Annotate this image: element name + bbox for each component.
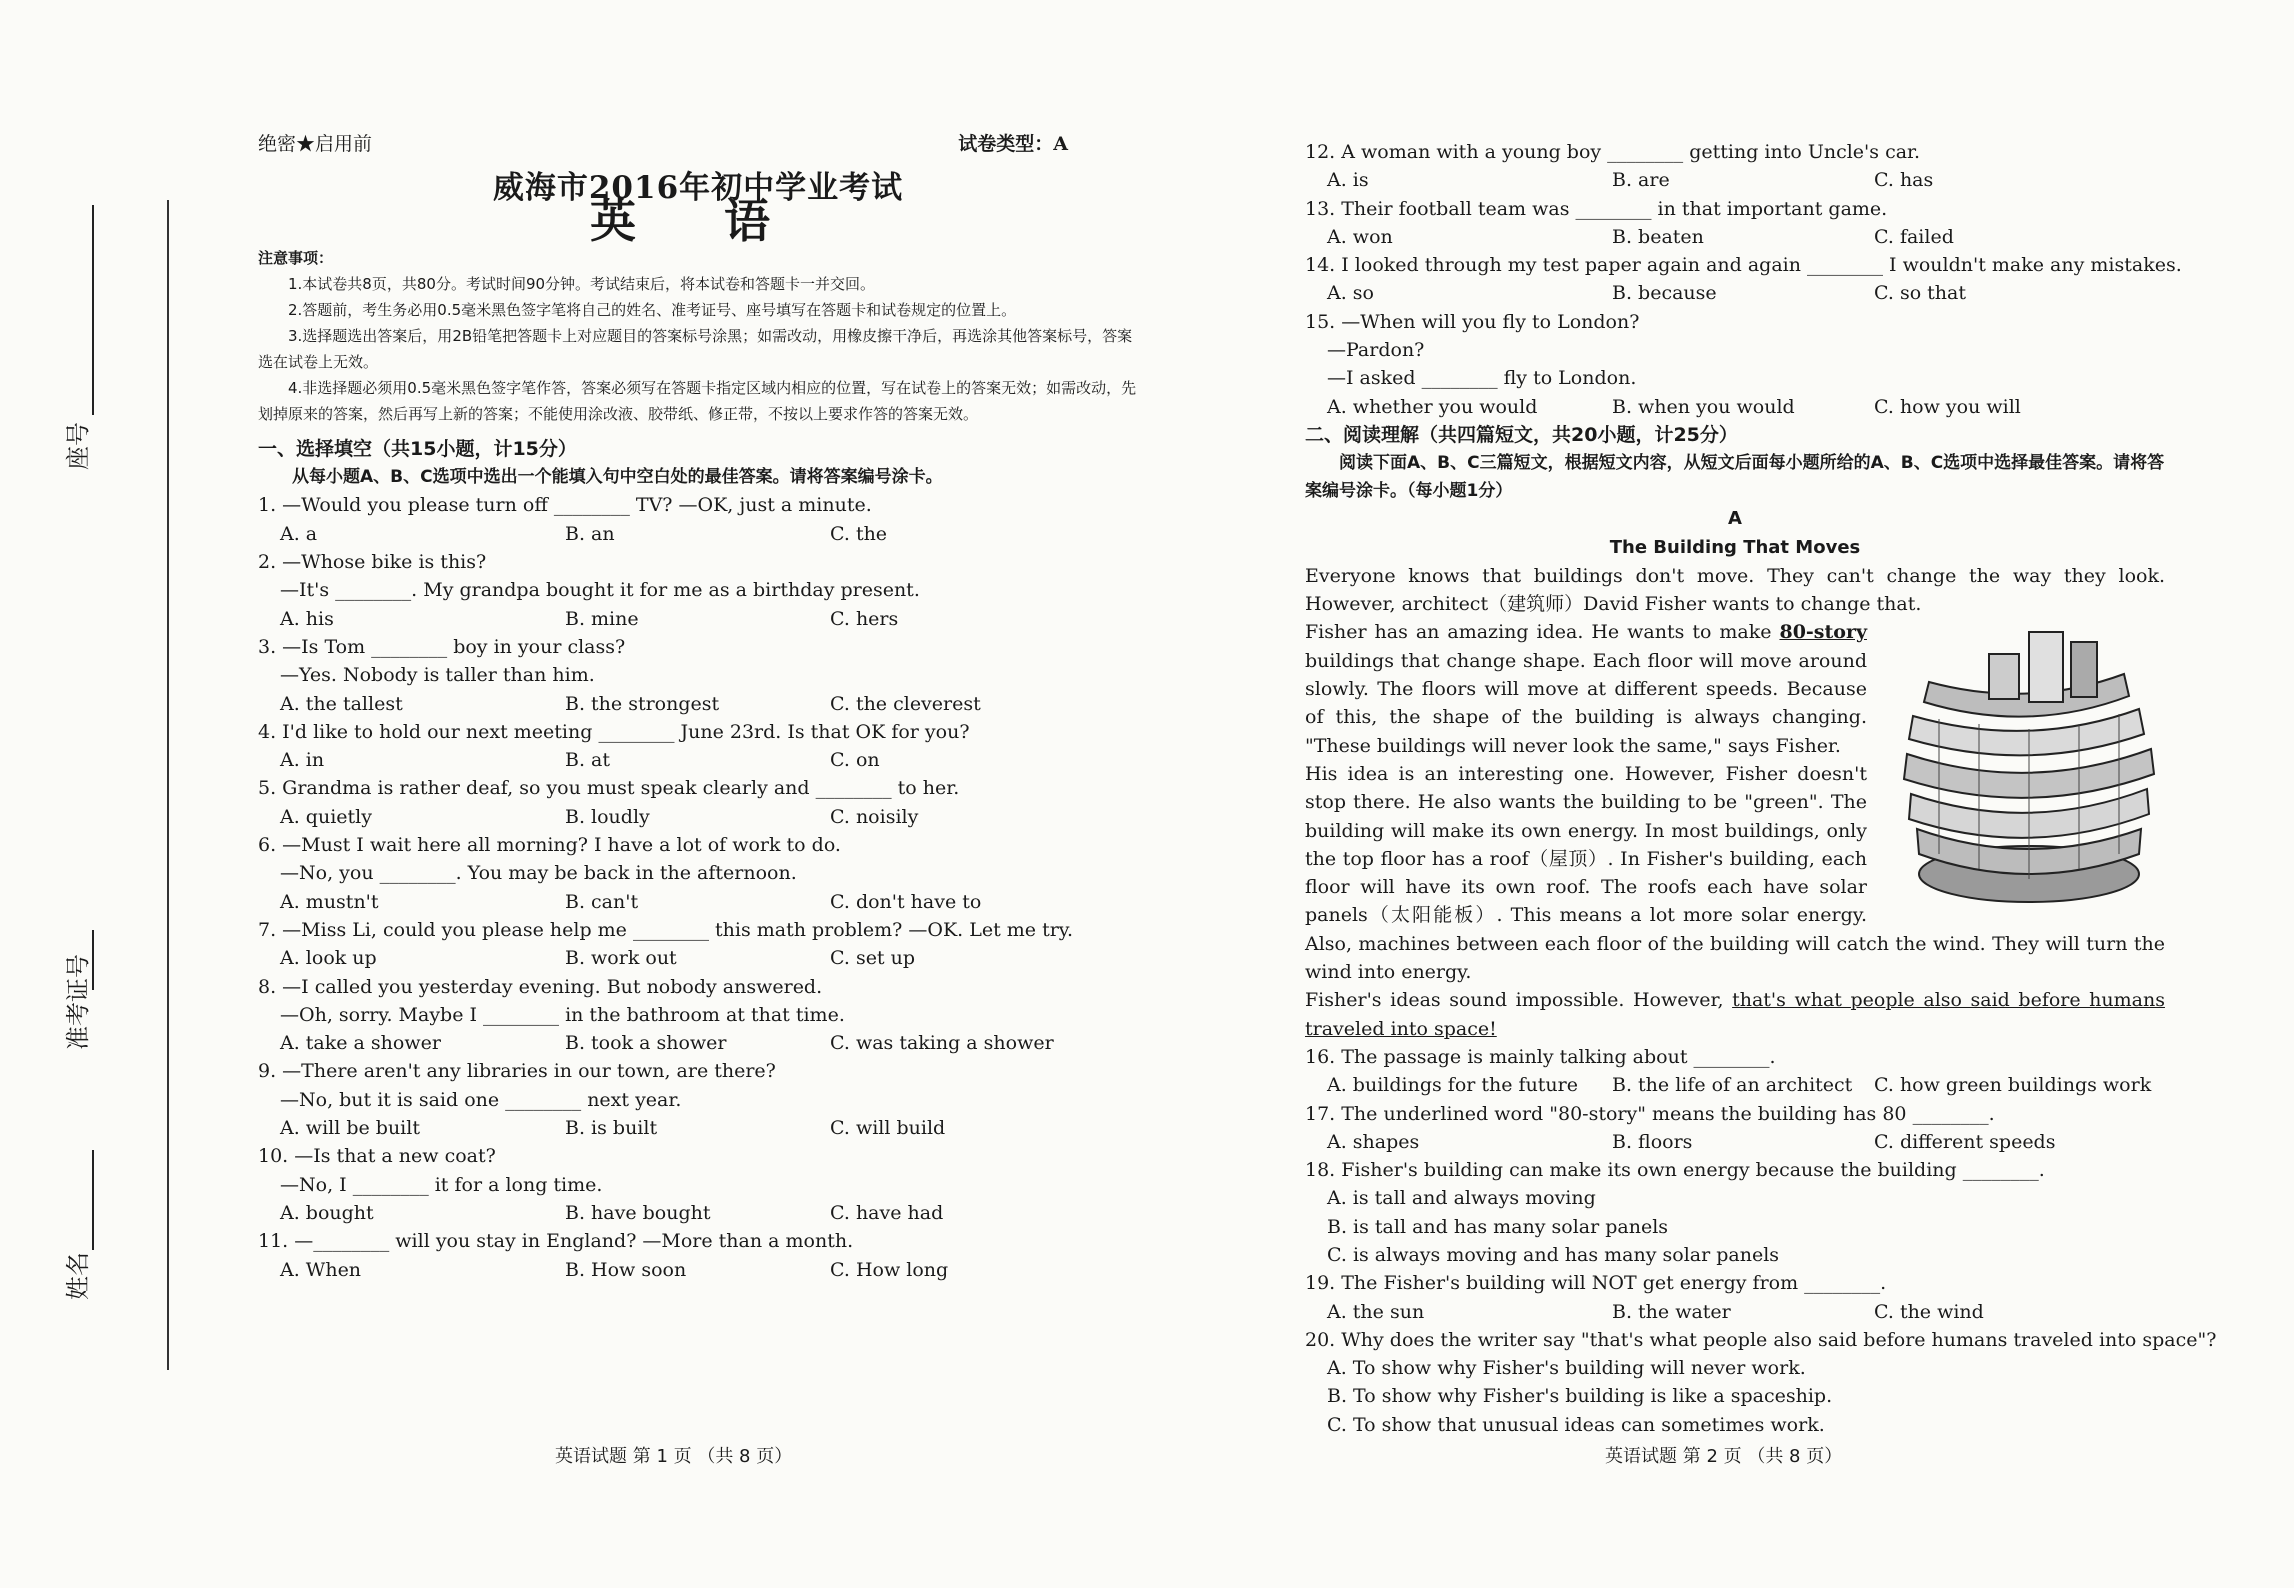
option-row [1305,1298,2165,1326]
option-row [258,690,1138,718]
section-1-heading: 一、选择填空（共15小题，计15分） [258,437,577,460]
footer-page-1: 英语试题 第 1 页 （共 8 页） [555,1446,793,1467]
question-text: 18. Fisher's building can make its own energy because the building ________. [1305,1159,2045,1182]
option-b: B. the strongest [565,692,720,715]
passage-p4 [1305,986,2165,1043]
question-text: 6. —Must I wait here all morning? I have a lot of work to do. [258,834,841,857]
question [1305,251,2182,308]
option-row [258,605,1138,633]
option-a: A. To show why Fisher's building will never work. [1327,1357,1806,1380]
underlined-sentence: that's what people also said before humans traveled into space! [1305,989,2165,1040]
option-c: C. To show that unusual ideas can sometimes work. [1327,1413,1825,1436]
option-b: B. is tall and has many solar panels [1327,1215,1669,1238]
option-b: B. work out [565,947,677,970]
note-item: 2.答题前，考生务必用0.5毫米黑色签字笔将自己的姓名、准考证号、座号填写在答题卡和试卷规定的位置上。 [288,300,1017,319]
option-c: C. hers [830,607,899,630]
subject-title: 英 语 [589,193,806,248]
exam-title: 威海市2016年初中学业考试 [492,170,904,207]
option-b: B. can't [565,890,639,913]
question [258,1227,1138,1284]
option-a: A. will be built [280,1117,420,1140]
footer-page-2: 英语试题 第 2 页 （共 8 页） [1605,1446,1843,1467]
option-row [1305,166,2165,194]
option-c: C. will build [830,1117,946,1140]
question [258,491,1138,548]
exam-number-rule [92,930,94,990]
question-text: 10. —Is that a new coat? [258,1145,496,1168]
question-text: 5. Grandma is rather deaf, so you must speak clearly and ________ to her. [258,777,960,800]
option-a: A. buildings for the future [1327,1074,1578,1097]
option-row [1305,223,2165,251]
exam-number-label: 准考证号 [64,954,92,1050]
exam-notes [258,245,1138,427]
question [258,718,1138,775]
option-b: B. an [565,522,615,545]
question-text: 16. The passage is mainly talking about ________. [1305,1045,1776,1068]
option-c: C. was taking a shower [830,1032,1054,1055]
option-c: C. set up [830,947,916,970]
question-text: —No, but it is said one ________ next year. [280,1088,682,1111]
page-1 [258,130,1138,1284]
name-label: 姓名 [64,1252,92,1300]
question-text: —Pardon? [1327,339,1425,362]
paper-type: 试卷类型：A [958,133,1068,155]
question [258,831,1138,916]
option-row [1305,279,2165,307]
question-text: 2. —Whose bike is this? [258,551,487,574]
question-text: 4. I'd like to hold our next meeting ________ June 23rd. Is that OK for you? [258,720,970,743]
question [258,1142,1138,1227]
question [258,774,1138,831]
option-c: C. the cleverest [830,692,981,715]
question-list [258,491,1138,1283]
question-text: 17. The underlined word "80-story" means the building has 80 ________. [1305,1102,1995,1125]
reading-question [1305,1156,2165,1269]
option-a: A. the sun [1327,1300,1425,1323]
reading-question [1305,1100,2165,1157]
option-row [258,1199,1138,1227]
option-a: A. take a shower [280,1032,441,1055]
question-text: 19. The Fisher's building will NOT get energy from ________. [1305,1272,1887,1295]
option-c: C. have had [830,1201,944,1224]
question-text: —No, you ________. You may be back in the afternoon. [280,862,797,885]
option-a: A. won [1327,225,1393,248]
question-text: 9. —There aren't any libraries in our town, are there? [258,1060,776,1083]
option-c: C. so that [1874,282,1967,305]
notes-heading: 注意事项： [258,248,334,267]
question [1305,308,2165,421]
section-1-instruction: 从每小题A、B、C选项中选出一个能填入句中空白处的最佳答案。请将答案编号涂卡。 [292,467,943,488]
option-row [258,520,1138,548]
option-b: B. floors [1612,1130,1693,1153]
question [1305,138,2165,195]
option-a: A. When [280,1258,362,1281]
question-text: —I asked ________ fly to London. [1327,367,1637,390]
question-text: 11. —________ will you stay in England? —More than a month. [258,1230,854,1253]
reading-question [1305,1269,2165,1326]
seat-rule [92,205,94,415]
option-c: C. is always moving and has many solar panels [1327,1243,1780,1266]
option-b: B. have bought [565,1201,711,1224]
option-c: C. how green buildings work [1874,1074,2152,1097]
option-row [1305,1071,2165,1099]
option-a: A. whether you would [1327,395,1538,418]
question [258,1057,1138,1142]
option-b: B. loudly [565,805,650,828]
option-row [258,803,1138,831]
page-header [258,130,1138,158]
question-text: 14. I looked through my test paper again and again ________ I wouldn't make any mistakes. [1305,254,2182,277]
section-2-heading: 二、阅读理解（共四篇短文，共20小题，计25分） [1305,423,1738,446]
question-text: —It's ________. My grandpa bought it for me as a birthday present. [280,579,920,602]
question [258,548,1138,633]
question-text: —Yes. Nobody is taller than him. [280,664,595,687]
option-b: B. when you would [1612,395,1795,418]
secret-mark: 绝密★启用前 [258,133,373,155]
question [258,916,1138,973]
question [258,973,1138,1058]
option-a: A. quietly [280,805,372,828]
passage-p2-rest: buildings that change shape. Each floor will move around slowly. The floors will move at different speeds. Because of this, the shape of the building is always changing. "These buildings will never look the same," says Fisher. [1305,649,1867,757]
building-illustration [1879,624,2169,914]
option-row [258,1256,1138,1284]
question-text: 7. —Miss Li, could you please help me ________ this math problem? —OK. Let me try. [258,918,1074,941]
passage-p3: His idea is an interesting one. However, Fisher doesn't stop there. He also wants the building to be "green". The building will make its own energy. In most buildings, only the top floor has a roof（屋顶）. In Fisher's building, each floor will have its own roof. The roofs each have solar panels（太阳能板）. This means a lot more solar energy. Also, machines between each floor of the building will catch the wind. They will turn the wind into energy. [1305,762,2165,984]
option-c: C. don't have to [830,890,982,913]
option-c: C. how you will [1874,395,2021,418]
question-list [1305,138,2182,421]
option-a: A. his [280,607,334,630]
option-b: B. How soon [565,1258,687,1281]
binding-margin-line [167,200,169,1370]
option-a: A. a [280,522,318,545]
option-a: A. so [1327,282,1374,305]
option-a: A. in [280,749,325,772]
name-rule [92,1150,94,1250]
note-item: 3.选择题选出答案后，用2B铅笔把答题卡上对应题目的答案标号涂黑；如需改动，用橡皮擦干净后，再选涂其他答案标号，答案选在试卷上无效。 [258,326,1133,371]
reading-question [1305,1326,2217,1439]
page-2 [1305,138,2217,1439]
option-row [1305,393,2165,421]
question-text: 12. A woman with a young boy ________ getting into Uncle's car. [1305,141,1921,163]
passage-letter: A [1728,508,1742,530]
option-a: A. the tallest [280,692,403,715]
passage-p1: Everyone knows that buildings don't move. They can't change the way they look. However, architect（建筑师）David Fisher wants to change that. [1305,564,2165,616]
reading-question-list [1305,1043,2217,1439]
option-b: B. is built [565,1117,658,1140]
question [258,633,1138,718]
question-text: 20. Why does the writer say "that's what people also said before humans traveled into space"? [1305,1328,2217,1351]
option-b: B. the water [1612,1300,1731,1323]
option-b: B. took a shower [565,1032,727,1055]
option-c: C. failed [1874,225,1954,248]
section-2-instruction: 阅读下面A、B、C三篇短文，根据短文内容，从短文后面每小题所给的A、B、C选项中选择最佳答案。请将答案编号涂卡。（每小题1分） [1305,453,2165,502]
option-row [258,1029,1138,1057]
option-c: C. has [1874,169,1934,192]
option-c: C. the wind [1874,1300,1984,1323]
option-row [258,1114,1138,1142]
question-text: 8. —I called you yesterday evening. But nobody answered. [258,975,823,998]
note-item: 1.本试卷共8页，共80分。考试时间90分钟。考试结束后，将本试卷和答题卡一并交回。 [288,274,876,293]
option-a: A. bought [280,1201,374,1224]
option-b: B. beaten [1612,225,1704,248]
option-b: B. the life of an architect [1612,1074,1853,1097]
option-c: C. the [830,522,888,545]
question [1305,195,2165,252]
option-a: A. is [1327,169,1369,192]
option-row [1305,1128,2165,1156]
option-c: C. different speeds [1874,1130,2056,1153]
question-text: 3. —Is Tom ________ boy in your class? [258,635,626,658]
option-c: C. on [830,749,880,772]
option-b: B. are [1612,169,1670,192]
reading-question [1305,1043,2165,1100]
question-text: —Oh, sorry. Maybe I ________ in the bathroom at that time. [280,1003,845,1026]
passage-p2 [1305,618,2165,759]
passage-title: The Building That Moves [1609,536,1861,558]
option-row [258,888,1138,916]
seat-label: 座号 [64,422,92,470]
option-b: B. at [565,749,611,772]
question-text: 15. —When will you fly to London? [1305,310,1640,333]
option-b: B. mine [565,607,639,630]
option-c: C. noisily [830,805,919,828]
question-text: 13. Their football team was ________ in that important game. [1305,197,1888,220]
option-a: A. shapes [1327,1130,1420,1153]
option-b: B. because [1612,282,1717,305]
note-item: 4.非选择题必须用0.5毫米黑色签字笔作答，答案必须写在答题卡指定区域内相应的位置，写在试卷上的答案无效；如需改动，先划掉原来的答案，然后再写上新的答案；不能使用涂改液、胶带纸、修正带，不按以上要求作答的答案无效。 [258,378,1137,423]
option-a: A. look up [280,947,377,970]
passage-p4-start: Fisher's ideas sound impossible. However, [1305,989,1733,1012]
option-c: C. How long [830,1258,949,1281]
option-row [258,944,1138,972]
question-text: 1. —Would you please turn off ________ TV? —OK, just a minute. [258,494,872,517]
passage-p2-start: Fisher has an amazing idea. He wants to make [1305,621,1780,644]
option-b: B. To show why Fisher's building is like a spaceship. [1327,1385,1833,1408]
underlined-80-story: 80-story [1779,621,1867,644]
option-a: A. mustn't [280,890,379,913]
option-a: A. is tall and always moving [1327,1187,1596,1210]
option-row [258,746,1138,774]
question-text: —No, I ________ it for a long time. [280,1173,603,1196]
